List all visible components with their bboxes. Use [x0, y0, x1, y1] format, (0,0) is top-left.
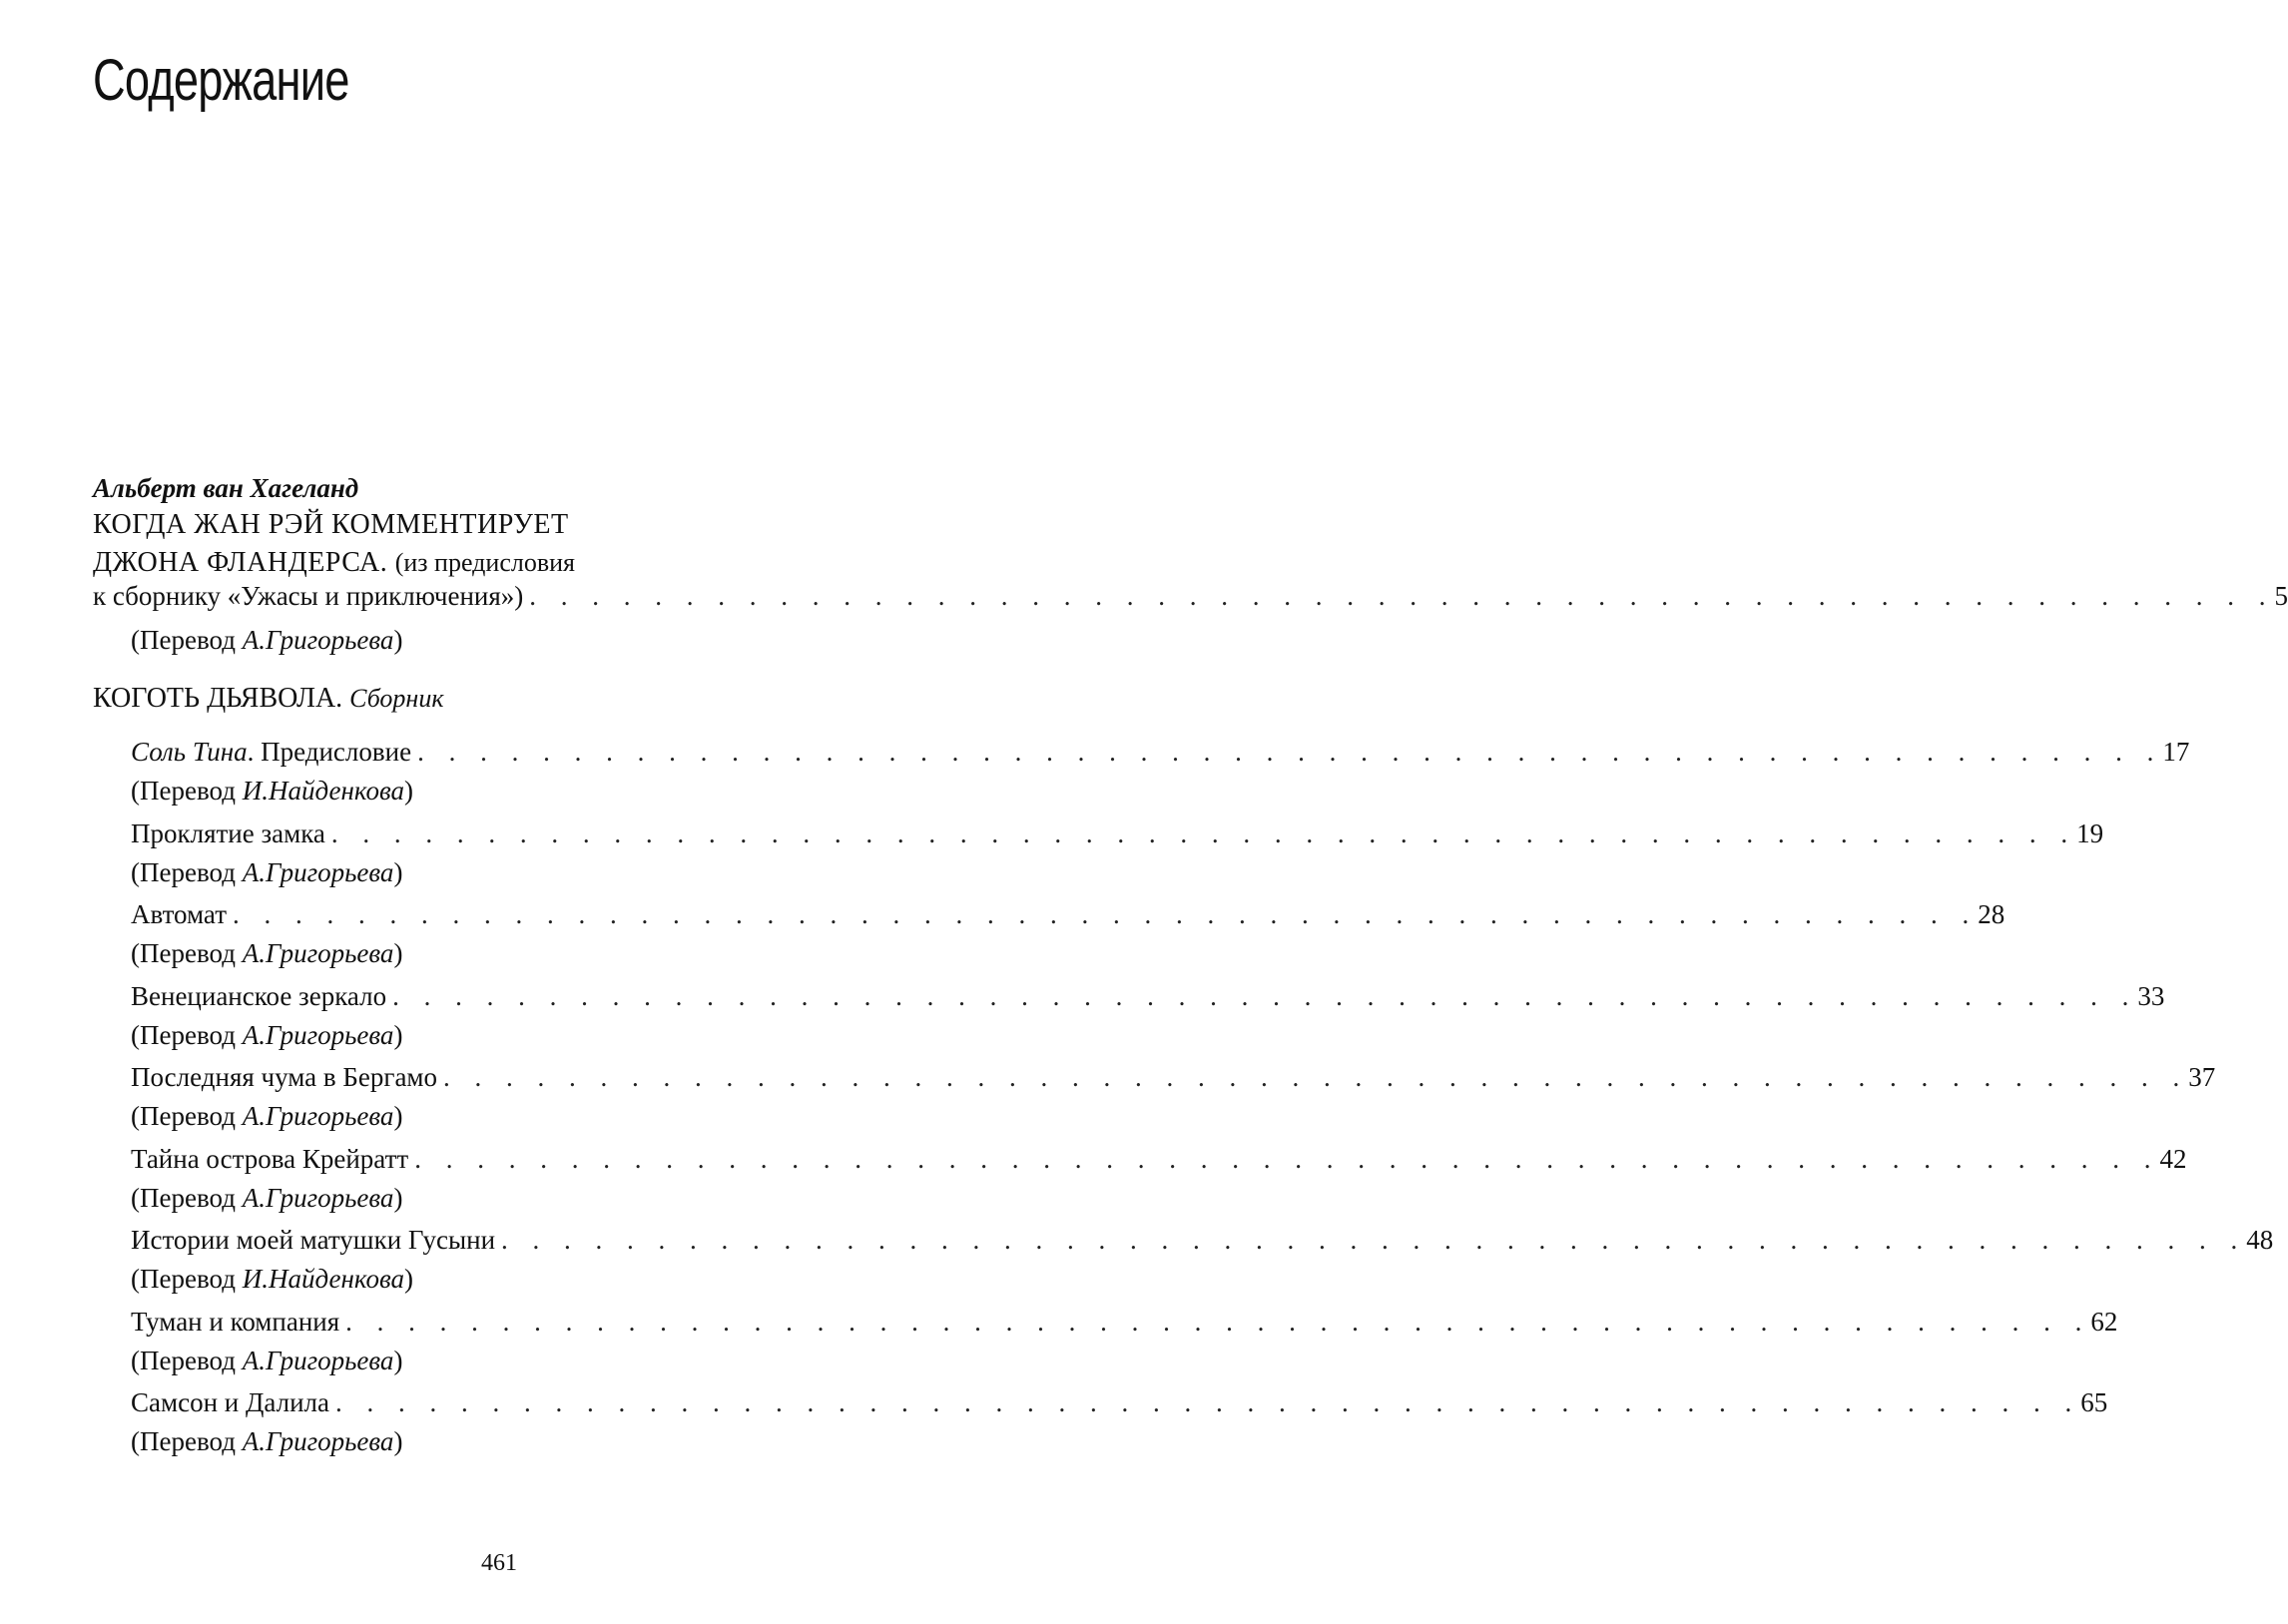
translator-prefix: (Перевод: [131, 857, 243, 887]
entry-page-number: 19: [2076, 818, 2104, 848]
dot-leader: . . . . . . . . . . . . . . . . . . . . . . . . . . . . . . . . . . . . . . . . . . . . . . . . . . . . . . . .: [345, 1307, 2091, 1337]
collection-heading: [93, 683, 444, 715]
toc-entry[interactable]: [131, 1062, 2216, 1092]
intro-translator: [131, 625, 402, 656]
entry-page-number: 62: [2090, 1307, 2118, 1337]
page-title: Содержание: [93, 48, 349, 113]
entry-page-number: 42: [2159, 1144, 2187, 1174]
entry-title: [131, 983, 392, 1010]
entry-title-text: Самсон и Далила: [131, 1387, 329, 1417]
translator-prefix: (Перевод: [131, 1183, 243, 1213]
toc-entry[interactable]: [131, 1307, 2118, 1337]
translator-prefix: (Перевод: [131, 938, 243, 968]
entry-title: [131, 1146, 414, 1173]
translator-prefix: (Перевод: [131, 1020, 243, 1050]
entry-title: [131, 1389, 335, 1416]
entry-page-number: 17: [2162, 737, 2190, 767]
collection-title: КОГОТЬ ДЬЯВОЛА.: [93, 683, 343, 714]
translator-name: А.Григорьева: [242, 857, 394, 887]
translator-name: А.Григорьева: [242, 1183, 394, 1213]
entry-title-text: Тайна острова Крейратт: [131, 1144, 409, 1174]
toc-entry[interactable]: [131, 1144, 2187, 1174]
translator-name: А.Григорьева: [242, 938, 394, 968]
dot-leader: . . . . . . . . . . . . . . . . . . . . . . . . . . . . . . . . . . . . . . . . . . . . . . . . . . . . . . . .: [330, 818, 2077, 848]
translator-name: А.Григорьева: [242, 1426, 394, 1456]
entry-title-text: Венецианское зеркало: [131, 981, 387, 1011]
toc-entry[interactable]: [131, 899, 2005, 929]
toc-entry[interactable]: [131, 981, 2165, 1011]
dot-leader: . . . . . . . . . . . . . . . . . . . . . . . . . . . . . . . . . . . . . . . . . . . . . . . . . . . . . . . .: [233, 899, 1979, 929]
intro-title-line3: к сборнику «Ужасы и приключения»): [93, 581, 524, 611]
translator-suffix: ): [393, 625, 403, 655]
entry-title-text: . Предисловие: [247, 737, 412, 767]
translator-name: И.Найденкова: [242, 1264, 404, 1294]
intro-page-number: 5: [2274, 581, 2288, 611]
entry-translator: [131, 1426, 402, 1457]
translator-prefix: (Перевод: [131, 1264, 243, 1294]
entry-title-text: Автомат: [131, 899, 227, 929]
translator-prefix: (Перевод: [131, 1101, 243, 1131]
entry-page-number: 65: [2080, 1387, 2108, 1417]
translator-prefix: (Перевод: [131, 1426, 243, 1456]
translator-suffix: ): [393, 1101, 403, 1131]
entry-translator: [131, 1101, 402, 1132]
translator-suffix: ): [393, 1183, 403, 1213]
entry-page-number: 33: [2137, 981, 2165, 1011]
entry-page-number: 37: [2188, 1062, 2216, 1092]
entry-translator: [131, 776, 413, 807]
page-number: 461: [481, 1550, 517, 1576]
dot-leader: . . . . . . . . . . . . . . . . . . . . . . . . . . . . . . . . . . . . . . . . . . . . . . . . . . . . . . . .: [414, 1144, 2160, 1174]
entry-title: [131, 739, 417, 766]
entry-title: [131, 901, 233, 928]
translator-prefix: (Перевод: [131, 1346, 243, 1375]
entry-title: [131, 1227, 501, 1254]
entry-translator: [131, 1183, 402, 1214]
entry-author: Соль Тина: [131, 737, 248, 767]
entry-title: [131, 820, 331, 847]
entry-translator: [131, 857, 402, 888]
intro-title-line1: КОГДА ЖАН РЭЙ КОММЕНТИРУЕТ: [93, 509, 569, 540]
toc-entry[interactable]: [131, 1387, 2108, 1417]
translator-name: А.Григорьева: [242, 1101, 394, 1131]
entry-translator: [131, 938, 402, 969]
translator-suffix: ): [393, 857, 403, 887]
translator-suffix: ): [393, 938, 403, 968]
dot-leader: . . . . . . . . . . . . . . . . . . . . . . . . . . . . . . . . . . . . . . . . . . . . . . . . . . . . . . . .: [392, 981, 2138, 1011]
dot-leader: . . . . . . . . . . . . . . . . . . . . . . . . . . . . . . . . . . . . . . . . . . . . . . . . . . . . . . . .: [529, 581, 2275, 611]
entry-translator: [131, 1264, 413, 1295]
translator-name: А.Григорьева: [242, 1020, 394, 1050]
entry-title: [131, 1064, 443, 1091]
toc-entry[interactable]: [131, 737, 2190, 767]
toc-entry[interactable]: [131, 818, 2104, 848]
translator-suffix: ): [393, 1346, 403, 1375]
entry-page-number: 48: [2246, 1225, 2274, 1255]
dot-leader: . . . . . . . . . . . . . . . . . . . . . . . . . . . . . . . . . . . . . . . . . . . . . . . . . . . . . . . .: [443, 1062, 2189, 1092]
dot-leader: . . . . . . . . . . . . . . . . . . . . . . . . . . . . . . . . . . . . . . . . . . . . . . . . . . . . . . . .: [417, 737, 2163, 767]
toc-entry[interactable]: [131, 1225, 2274, 1255]
entry-title: [131, 1309, 345, 1336]
collection-subtitle: Сборник: [349, 684, 444, 713]
translator-suffix: ): [404, 776, 413, 806]
translator-name: А.Григорьева: [242, 625, 394, 655]
translator-suffix: ): [393, 1020, 403, 1050]
entry-title-text: Истории моей матушки Гусыни: [131, 1225, 496, 1255]
entry-page-number: 28: [1978, 899, 2005, 929]
translator-suffix: ): [404, 1264, 413, 1294]
translator-name: И.Найденкова: [242, 776, 404, 806]
translator-prefix: (Перевод: [131, 776, 243, 806]
dot-leader: . . . . . . . . . . . . . . . . . . . . . . . . . . . . . . . . . . . . . . . . . . . . . . . . . . . . . . . .: [334, 1387, 2081, 1417]
intro-toc-row[interactable]: [93, 581, 2288, 611]
entry-title-text: Последняя чума в Бергамо: [131, 1062, 438, 1092]
intro-title-line2-caps: ДЖОНА ФЛАНДЕРСА.: [93, 547, 388, 578]
dot-leader: . . . . . . . . . . . . . . . . . . . . . . . . . . . . . . . . . . . . . . . . . . . . . . . . . . . . . . . .: [501, 1225, 2247, 1255]
entry-title-text: Проклятие замка: [131, 818, 325, 848]
entry-translator: [131, 1020, 402, 1051]
entry-translator: [131, 1346, 402, 1376]
intro-title-line2-suffix: (из предисловия: [394, 548, 575, 577]
translator-suffix: ): [393, 1426, 403, 1456]
translator-prefix: (Перевод: [131, 625, 243, 655]
intro-author: Альберт ван Хагеланд: [93, 473, 359, 503]
translator-name: А.Григорьева: [242, 1346, 394, 1375]
intro-title-line2: [93, 547, 575, 579]
entry-title-text: Туман и компания: [131, 1307, 340, 1337]
